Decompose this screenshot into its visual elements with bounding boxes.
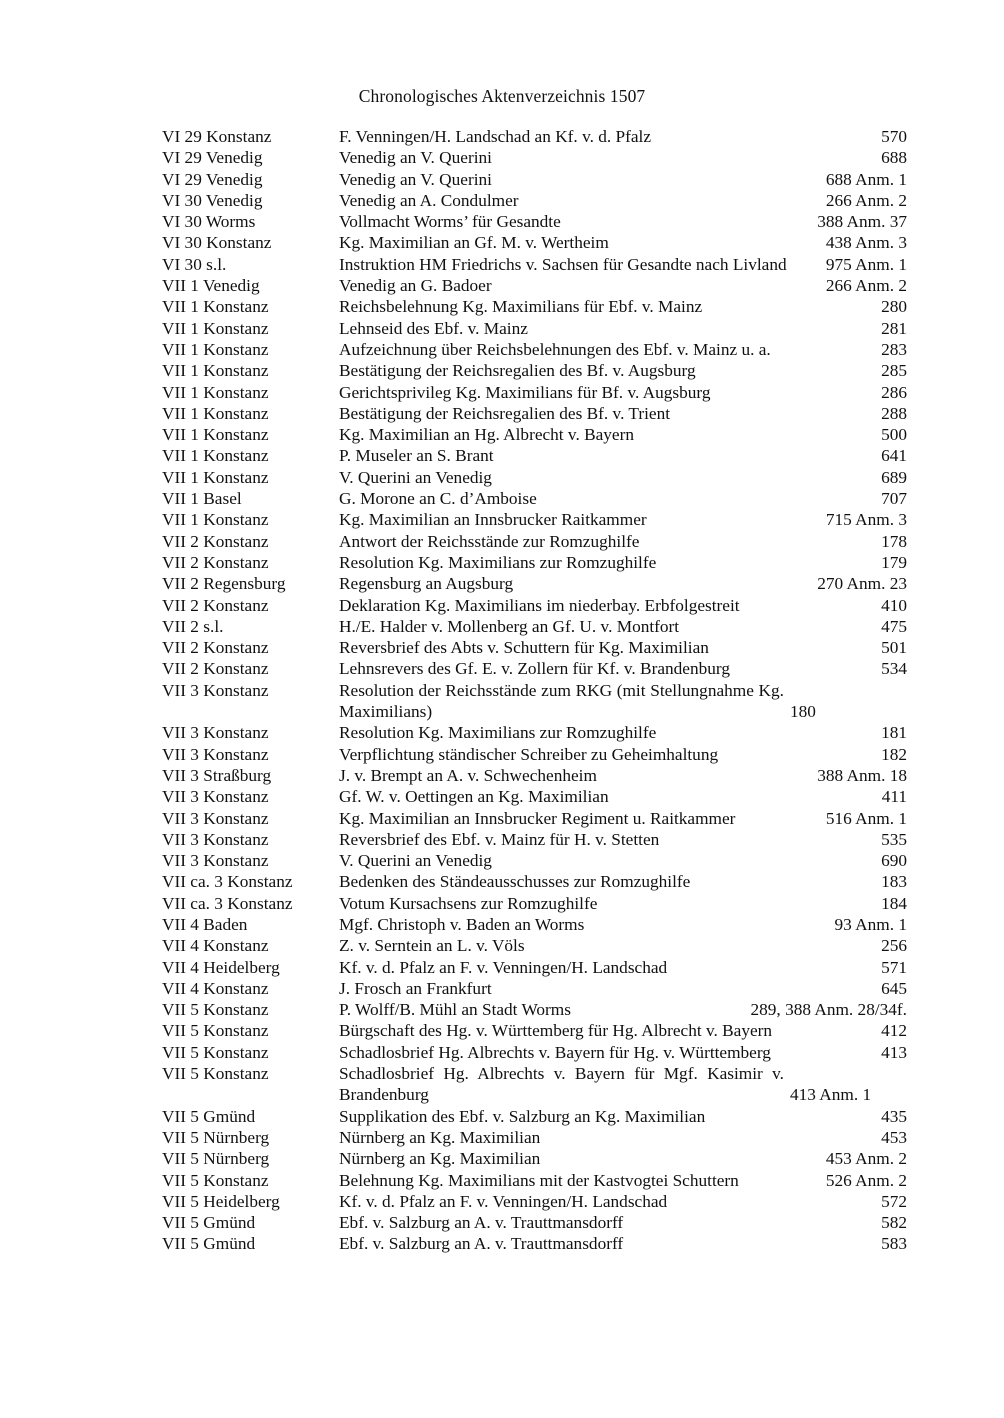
entry-date-place: VII 3 Konstanz: [162, 829, 269, 849]
entry-row: [162, 595, 907, 616]
entry-row: [162, 1191, 907, 1212]
entry-reference-number: 435: [881, 1106, 907, 1126]
entry-reference-number: 181: [881, 723, 907, 743]
entry-row: [162, 531, 907, 552]
entry-reference-number: 178: [881, 531, 907, 551]
entry-row: [162, 445, 907, 466]
entry-row: [162, 318, 907, 339]
entry-row: [162, 467, 907, 488]
entry-row: [162, 786, 907, 807]
entry-row: [162, 1170, 907, 1191]
entry-description: Kg. Maximilian an Innsbrucker Regiment u. Raitkammer: [339, 808, 736, 828]
entry-date-place: VI 30 s.l.: [162, 254, 227, 274]
entry-reference-number: 283: [881, 339, 907, 359]
entry-description: G. Morone an C. d’Amboise: [339, 489, 537, 509]
entry-description: Venedig an V. Querini: [339, 169, 492, 189]
entry-description: Bedenken des Ständeausschusses zur Romzughilfe: [339, 872, 691, 892]
entry-description: P. Wolff/B. Mühl an Stadt Worms: [339, 1000, 571, 1020]
entry-date-place: VII 3 Konstanz: [162, 808, 269, 828]
entry-description: Schadlosbrief Hg. Albrechts v. Bayern für Hg. v. Württemberg: [339, 1042, 771, 1062]
entry-reference-number: 571: [881, 957, 907, 977]
entry-row: [162, 147, 907, 168]
entry-description: P. Museler an S. Brant: [339, 446, 494, 466]
entry-description: Kg. Maximilian an Hg. Albrecht v. Bayern: [339, 425, 634, 445]
entry-reference-number: 388 Anm. 37: [817, 212, 907, 232]
entry-description: Reichsbelehnung Kg. Maximilians für Ebf. v. Mainz: [339, 297, 703, 317]
entry-reference-number: 526 Anm. 2: [825, 1170, 907, 1190]
entry-description: Venedig an A. Condulmer: [339, 190, 519, 210]
entry-date-place: VII 3 Konstanz: [162, 851, 269, 871]
entry-date-place: VII 5 Konstanz: [162, 1042, 269, 1062]
entry-reference-number: 641: [881, 446, 907, 466]
entry-row: [162, 744, 907, 765]
entry-row: [162, 211, 907, 232]
entry-description: V. Querini an Venedig: [339, 467, 492, 487]
entry-reference-number: 583: [881, 1234, 907, 1254]
entry-row: [162, 232, 907, 253]
entry-row: [162, 1233, 907, 1254]
entry-description: Aufzeichnung über Reichsbelehnungen des Ebf. v. Mainz u. a.: [339, 339, 771, 359]
entry-reference-number: 411: [881, 787, 907, 807]
entry-reference-number: 707: [881, 489, 907, 509]
running-header: Chronologisches Aktenverzeichnis 1507: [358, 86, 646, 106]
entry-row: [162, 829, 907, 850]
entry-reference-number: 516 Anm. 1: [825, 808, 907, 828]
entry-date-place: VII 1 Konstanz: [162, 510, 269, 530]
entry-date-place: VI 29 Venedig: [162, 169, 263, 189]
entry-reference-number: 270 Anm. 23: [817, 574, 907, 594]
entry-reference-number: 183: [881, 872, 907, 892]
entry-row: [162, 637, 907, 658]
entry-reference-number: 688 Anm. 1: [825, 169, 907, 189]
entry-row: [162, 488, 907, 509]
entry-date-place: VII 5 Heidelberg: [162, 1191, 280, 1211]
entry-row: [162, 424, 907, 445]
entry-row: [162, 765, 907, 786]
entry-row: [162, 658, 907, 679]
entry-date-place: VII ca. 3 Konstanz: [162, 893, 293, 913]
chronological-entry-list: [162, 126, 907, 1255]
entry-date-place: VII 5 Gmünd: [162, 1106, 256, 1126]
entry-reference-number: 182: [881, 744, 907, 764]
entry-date-place: VII 2 Konstanz: [162, 552, 269, 572]
entry-description: Kf. v. d. Pfalz an F. v. Venningen/H. Landschad: [339, 957, 668, 977]
entry-date-place: VII 5 Konstanz: [162, 1000, 269, 1020]
entry-date-place: VII 1 Konstanz: [162, 446, 269, 466]
entry-reference-number: 975 Anm. 1: [825, 254, 907, 274]
entry-row: [162, 509, 907, 530]
entry-description: Regensburg an Augsburg: [339, 574, 514, 594]
entry-description: Venedig an V. Querini: [339, 148, 492, 168]
entry-row: [162, 914, 907, 935]
entry-date-place: VII 2 s.l.: [162, 616, 224, 636]
entry-date-place: VI 29 Venedig: [162, 148, 263, 168]
entry-description: Ebf. v. Salzburg an A. v. Trauttmansdorff: [339, 1213, 624, 1233]
entry-reference-number: 286: [881, 382, 907, 402]
entry-description: Belehnung Kg. Maximilians mit der Kastvogtei Schuttern: [339, 1170, 739, 1190]
entry-description: Lehnsrevers des Gf. E. v. Zollern für Kf. v. Brandenburg: [339, 659, 730, 679]
entry-date-place: VII 4 Konstanz: [162, 978, 269, 998]
entry-reference-number: 412: [881, 1021, 907, 1041]
entry-reference-number: 256: [881, 936, 907, 956]
entry-date-place: VII 3 Konstanz: [162, 744, 269, 764]
entry-date-place: VII 1 Venedig: [162, 276, 260, 296]
entry-date-place: VII 5 Konstanz: [162, 1064, 269, 1084]
entry-date-place: VI 30 Konstanz: [162, 233, 272, 253]
entry-description: Supplikation des Ebf. v. Salzburg an Kg. Maximilian: [339, 1106, 706, 1126]
entry-description: Verpflichtung ständischer Schreiber zu Geheimhaltung: [339, 744, 719, 764]
entry-reference-number: 285: [881, 361, 907, 381]
entry-reference-number: 280: [881, 297, 907, 317]
entry-description: Lehnseid des Ebf. v. Mainz: [339, 318, 528, 338]
entry-row: [162, 1212, 907, 1233]
entry-row: [162, 871, 907, 892]
entry-date-place: VII 4 Konstanz: [162, 936, 269, 956]
entry-description: Antwort der Reichsstände zur Romzughilfe: [339, 531, 640, 551]
entry-reference-number: 570: [881, 127, 907, 146]
entry-row: [162, 1042, 907, 1063]
entry-row: [162, 722, 907, 743]
entry-description: Bestätigung der Reichsregalien des Bf. v. Augsburg: [339, 361, 696, 381]
entry-row: [162, 552, 907, 573]
entry-date-place: VI 29 Konstanz: [162, 127, 272, 146]
entry-row: [162, 190, 907, 211]
entry-reference-number: 288: [881, 403, 907, 423]
entry-date-place: VII 5 Konstanz: [162, 1021, 269, 1041]
entry-description: Reversbrief des Ebf. v. Mainz für H. v. Stetten: [339, 829, 660, 849]
entry-reference-number: 180: [790, 702, 816, 722]
entry-date-place: VII 2 Konstanz: [162, 659, 269, 679]
entry-description: Deklaration Kg. Maximilians im niederbay. Erbfolgestreit: [339, 595, 740, 615]
entry-reference-number: 645: [881, 978, 907, 998]
entry-row: [162, 1106, 907, 1127]
entry-description: Mgf. Christoph v. Baden an Worms: [339, 914, 585, 934]
entry-date-place: VII 2 Konstanz: [162, 531, 269, 551]
entry-reference-number: 688: [881, 148, 907, 168]
entry-description: Resolution der Reichsstände zum RKG (mit Stellungnahme Kg. Maximilians): [339, 680, 784, 722]
entry-reference-number: 500: [881, 425, 907, 445]
entry-reference-number: 281: [881, 318, 907, 338]
entry-description: J. Frosch an Frankfurt: [339, 978, 492, 998]
entry-reference-number: 289, 388 Anm. 28/34f.: [750, 1000, 907, 1020]
entry-date-place: VII 1 Konstanz: [162, 361, 269, 381]
entry-reference-number: 535: [881, 829, 907, 849]
entry-reference-number: 179: [881, 552, 907, 572]
entry-date-place: VII 1 Konstanz: [162, 467, 269, 487]
entry-reference-number: 689: [881, 467, 907, 487]
entry-row: [162, 616, 907, 637]
entry-reference-number: 413: [881, 1042, 907, 1062]
entry-date-place: VII 3 Konstanz: [162, 680, 269, 700]
entry-row: [162, 893, 907, 914]
entry-row: [162, 1063, 907, 1106]
entry-date-place: VII ca. 3 Konstanz: [162, 872, 293, 892]
entry-row: [162, 850, 907, 871]
entry-reference-number: 582: [881, 1213, 907, 1233]
entry-reference-number: 388 Anm. 18: [817, 765, 907, 785]
entry-description: Bürgschaft des Hg. v. Württemberg für Hg. Albrecht v. Bayern: [339, 1021, 773, 1041]
entry-row: [162, 957, 907, 978]
entry-description: H./E. Halder v. Mollenberg an Gf. U. v. Montfort: [339, 616, 680, 636]
entry-date-place: VII 1 Konstanz: [162, 318, 269, 338]
entry-reference-number: 534: [881, 659, 907, 679]
entry-row: [162, 275, 907, 296]
entry-description: Kg. Maximilian an Innsbrucker Raitkammer: [339, 510, 647, 530]
entry-date-place: VII 5 Gmünd: [162, 1213, 256, 1233]
entry-description: Schadlosbrief Hg. Albrechts v. Bayern für Mgf. Kasimir v. Brandenburg: [339, 1064, 784, 1105]
entry-reference-number: 715 Anm. 3: [825, 510, 907, 530]
entry-reference-number: 410: [881, 595, 907, 615]
entry-date-place: VII 1 Konstanz: [162, 425, 269, 445]
entry-description: Nürnberg an Kg. Maximilian: [339, 1127, 541, 1147]
entry-date-place: VII 1 Konstanz: [162, 339, 269, 359]
entry-row: [162, 935, 907, 956]
entry-date-place: VII 5 Nürnberg: [162, 1127, 270, 1147]
entry-reference-number: 413 Anm. 1: [790, 1085, 872, 1105]
entry-date-place: VII 1 Basel: [162, 489, 242, 509]
entry-date-place: VII 3 Konstanz: [162, 723, 269, 743]
entry-reference-number: 475: [881, 616, 907, 636]
entry-reference-number: 453: [881, 1127, 907, 1147]
entry-reference-number: 438 Anm. 3: [825, 233, 907, 253]
entry-row: [162, 999, 907, 1020]
entry-reference-number: 572: [881, 1191, 907, 1211]
entry-row: [162, 1127, 907, 1148]
entry-reference-number: 184: [881, 893, 907, 913]
entry-date-place: VII 4 Baden: [162, 914, 248, 934]
entry-date-place: VII 2 Regensburg: [162, 574, 286, 594]
entry-description: Gf. W. v. Oettingen an Kg. Maximilian: [339, 787, 609, 807]
entry-reference-number: 501: [881, 638, 907, 658]
entry-date-place: VII 4 Heidelberg: [162, 957, 280, 977]
entry-description: V. Querini an Venedig: [339, 851, 492, 871]
entry-row: [162, 360, 907, 381]
entry-date-place: VI 30 Worms: [162, 212, 256, 232]
entry-row: [162, 1020, 907, 1041]
entry-row: [162, 1148, 907, 1169]
entry-date-place: VII 5 Gmünd: [162, 1234, 256, 1254]
entry-row: [162, 169, 907, 190]
entry-reference-number: 453 Anm. 2: [825, 1149, 907, 1169]
entry-description: Resolution Kg. Maximilians zur Romzughilfe: [339, 552, 657, 572]
entry-reference-number: 690: [881, 851, 907, 871]
entry-row: [162, 254, 907, 275]
entry-date-place: VII 1 Konstanz: [162, 403, 269, 423]
entry-description: Z. v. Serntein an L. v. Völs: [339, 936, 525, 956]
entry-description: Nürnberg an Kg. Maximilian: [339, 1149, 541, 1169]
entry-description: Kg. Maximilian an Gf. M. v. Wertheim: [339, 233, 609, 253]
entry-date-place: VII 5 Konstanz: [162, 1170, 269, 1190]
entry-row: [162, 339, 907, 360]
entry-row: [162, 978, 907, 999]
entry-date-place: VI 30 Venedig: [162, 190, 263, 210]
entry-date-place: VII 2 Konstanz: [162, 595, 269, 615]
entry-row: [162, 680, 907, 723]
entry-date-place: VII 3 Straßburg: [162, 765, 272, 785]
entry-row: [162, 403, 907, 424]
entry-row: [162, 296, 907, 317]
entry-description: Vollmacht Worms’ für Gesandte: [339, 212, 561, 232]
entry-reference-number: 266 Anm. 2: [825, 190, 907, 210]
entry-reference-number: 93 Anm. 1: [834, 914, 907, 934]
entry-row: [162, 808, 907, 829]
entry-date-place: VII 1 Konstanz: [162, 297, 269, 317]
entry-description: Reversbrief des Abts v. Schuttern für Kg. Maximilian: [339, 638, 709, 658]
entry-row: [162, 126, 907, 147]
entry-description: Instruktion HM Friedrichs v. Sachsen für Gesandte nach Livland: [339, 254, 787, 274]
entry-description: Ebf. v. Salzburg an A. v. Trauttmansdorff: [339, 1234, 624, 1254]
entry-description: J. v. Brempt an A. v. Schwechenheim: [339, 765, 597, 785]
entry-description: Resolution Kg. Maximilians zur Romzughilfe: [339, 723, 657, 743]
entry-row: [162, 573, 907, 594]
entry-row: [162, 382, 907, 403]
entry-date-place: VII 1 Konstanz: [162, 382, 269, 402]
entry-description: Gerichtsprivileg Kg. Maximilians für Bf. v. Augsburg: [339, 382, 711, 402]
entry-reference-number: 266 Anm. 2: [825, 276, 907, 296]
entry-description: Votum Kursachsens zur Romzughilfe: [339, 893, 598, 913]
entry-description: Bestätigung der Reichsregalien des Bf. v. Trient: [339, 403, 671, 423]
entry-date-place: VII 5 Nürnberg: [162, 1149, 270, 1169]
entry-date-place: VII 3 Konstanz: [162, 787, 269, 807]
entry-description: Kf. v. d. Pfalz an F. v. Venningen/H. Landschad: [339, 1191, 668, 1211]
entry-date-place: VII 2 Konstanz: [162, 638, 269, 658]
entry-description: F. Venningen/H. Landschad an Kf. v. d. Pfalz: [339, 127, 652, 146]
entry-description: Venedig an G. Badoer: [339, 276, 492, 296]
